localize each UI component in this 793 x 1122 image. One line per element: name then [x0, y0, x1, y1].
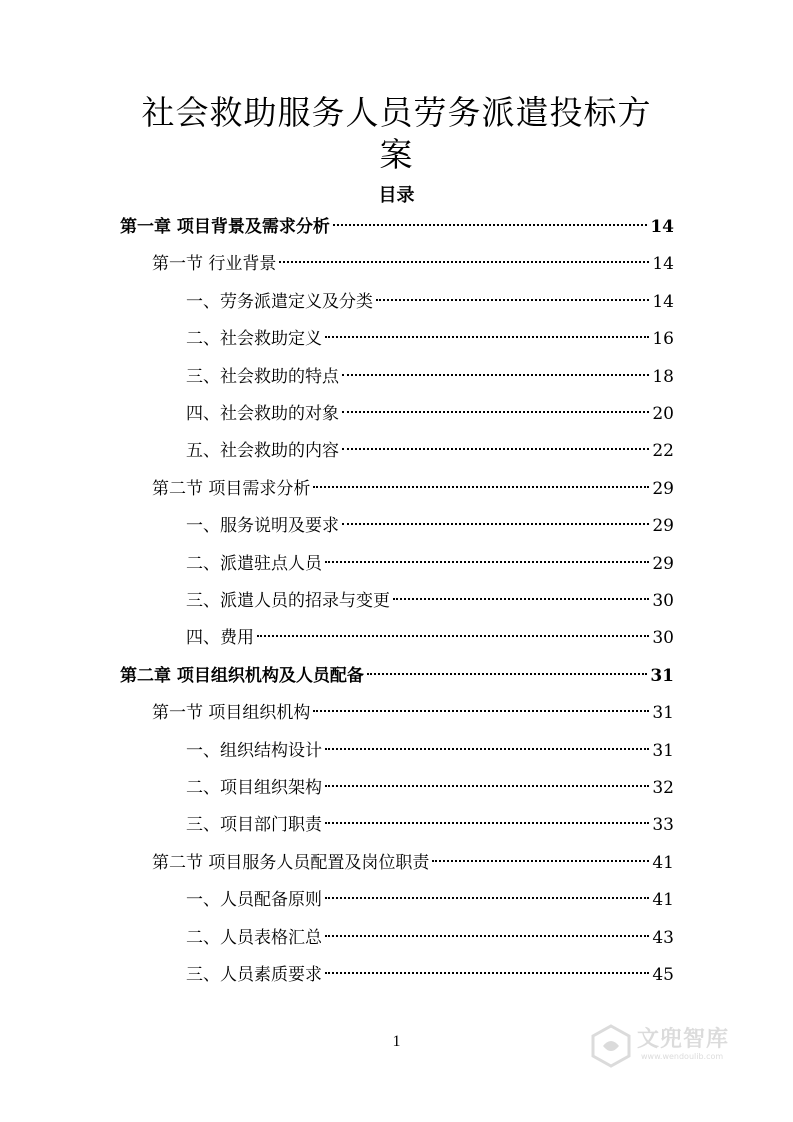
toc-entry-label: 二、人员表格汇总 [186, 927, 322, 948]
toc-entry-label: 一、服务说明及要求 [186, 516, 339, 537]
toc-entry-label: 二、社会救助定义 [186, 329, 322, 350]
toc-entry-page: 14 [650, 217, 674, 237]
toc-leader-dots [325, 972, 649, 974]
toc-leader-dots [376, 299, 649, 301]
toc-entry[interactable] [186, 550, 674, 578]
toc-entry-page: 41 [652, 890, 674, 911]
toc-leader-dots [367, 673, 647, 675]
toc-entry-label: 第二节 项目服务人员配置及岗位职责 [152, 852, 430, 873]
toc-entry-page: 32 [652, 778, 674, 798]
toc-entry-label: 三、人员素质要求 [186, 965, 322, 985]
toc-leader-dots [325, 336, 649, 338]
toc-entry[interactable] [186, 624, 674, 652]
toc-entry[interactable] [152, 475, 674, 503]
toc-entry[interactable] [120, 662, 674, 690]
toc-entry[interactable] [152, 250, 674, 278]
title-line-1: 社会救助服务人员劳务派遣投标方 [141, 93, 652, 132]
toc-entry-page: 20 [652, 404, 674, 424]
toc-leader-dots [333, 224, 647, 226]
toc-entry-page: 16 [652, 329, 674, 350]
watermark-text: 文兜智库 [637, 1027, 730, 1052]
toc-entry-label: 三、社会救助的特点 [186, 366, 339, 387]
toc-leader-dots [325, 897, 649, 899]
toc-entry-label: 二、项目组织架构 [186, 778, 322, 798]
toc-entry[interactable] [186, 886, 674, 914]
toc-leader-dots [325, 822, 649, 824]
toc-entry-label: 三、派遣人员的招录与变更 [186, 591, 390, 611]
toc-entry-page: 43 [652, 927, 674, 948]
toc-leader-dots [342, 374, 649, 376]
toc-entry-page: 31 [652, 703, 674, 724]
toc-entry-page: 41 [652, 852, 674, 873]
toc-entry[interactable] [186, 512, 674, 540]
toc-entry[interactable] [120, 213, 674, 241]
toc-entry-label: 五、社会救助的内容 [186, 441, 339, 462]
watermark-url: www.wendoulib.com [641, 1052, 724, 1061]
toc-entry-label: 一、劳务派遣定义及分类 [186, 291, 373, 312]
toc-leader-dots [325, 561, 649, 563]
toc-entry[interactable] [152, 699, 674, 727]
toc-entry-label: 一、人员配备原则 [186, 890, 322, 911]
toc-entry[interactable] [186, 437, 674, 465]
toc-leader-dots [342, 448, 649, 450]
toc-heading: 目录 [378, 185, 415, 206]
document-title [60, 92, 733, 176]
toc-entry-label: 第一节 项目组织机构 [152, 703, 311, 724]
toc-entry-label: 第一节 行业背景 [152, 254, 277, 275]
toc-entry-page: 29 [652, 478, 674, 499]
toc-entry-label: 四、费用 [186, 628, 254, 649]
toc-leader-dots [325, 935, 649, 937]
toc-leader-dots [432, 860, 649, 862]
toc-entry-label: 一、组织结构设计 [186, 740, 322, 761]
toc-entry-page: 22 [652, 441, 674, 462]
toc-entry[interactable] [186, 737, 674, 765]
toc-entry[interactable] [186, 325, 674, 353]
toc-leader-dots [313, 486, 649, 488]
toc-entry-label: 三、项目部门职责 [186, 815, 322, 836]
page-number: 1 [392, 1033, 401, 1050]
toc-leader-dots [279, 261, 649, 263]
toc-entry-page: 30 [652, 591, 674, 611]
toc-entry-page: 31 [650, 665, 674, 686]
toc-leader-dots [342, 523, 649, 525]
toc-entry[interactable] [186, 924, 674, 952]
toc-leader-dots [313, 710, 649, 712]
toc-entry[interactable] [186, 961, 674, 989]
toc-entry-label: 二、派遣驻点人员 [186, 553, 322, 574]
toc-entry[interactable] [186, 363, 674, 391]
toc-entry[interactable] [186, 288, 674, 316]
toc-entry-page: 31 [652, 740, 674, 761]
toc-entry-page: 14 [652, 254, 674, 275]
toc-entry-page: 30 [652, 628, 674, 649]
toc-entry[interactable] [186, 774, 674, 802]
title-line-2: 案 [379, 135, 414, 174]
toc-leader-dots [325, 785, 649, 787]
toc-leader-dots [325, 748, 649, 750]
toc-leader-dots [257, 635, 649, 637]
toc-entry-label: 第一章 项目背景及需求分析 [120, 217, 330, 237]
toc-entry-page: 18 [652, 366, 674, 387]
toc-entry-page: 33 [652, 815, 674, 836]
toc-entry[interactable] [186, 587, 674, 615]
toc-entry-label: 四、社会救助的对象 [186, 404, 339, 424]
toc-entry-page: 14 [652, 291, 674, 312]
toc-entry-page: 29 [652, 553, 674, 574]
toc-entry[interactable] [152, 849, 674, 877]
toc-leader-dots [393, 598, 649, 600]
toc-entry-label: 第二章 项目组织机构及人员配备 [120, 665, 364, 686]
toc-entry-label: 第二节 项目需求分析 [152, 478, 311, 499]
toc-entry[interactable] [186, 400, 674, 428]
toc-leader-dots [342, 411, 649, 413]
toc-entry-page: 29 [652, 516, 674, 537]
toc-entry-page: 45 [652, 965, 674, 985]
toc-entry[interactable] [186, 811, 674, 839]
watermark [585, 1016, 755, 1076]
logo-icon [587, 1022, 635, 1070]
